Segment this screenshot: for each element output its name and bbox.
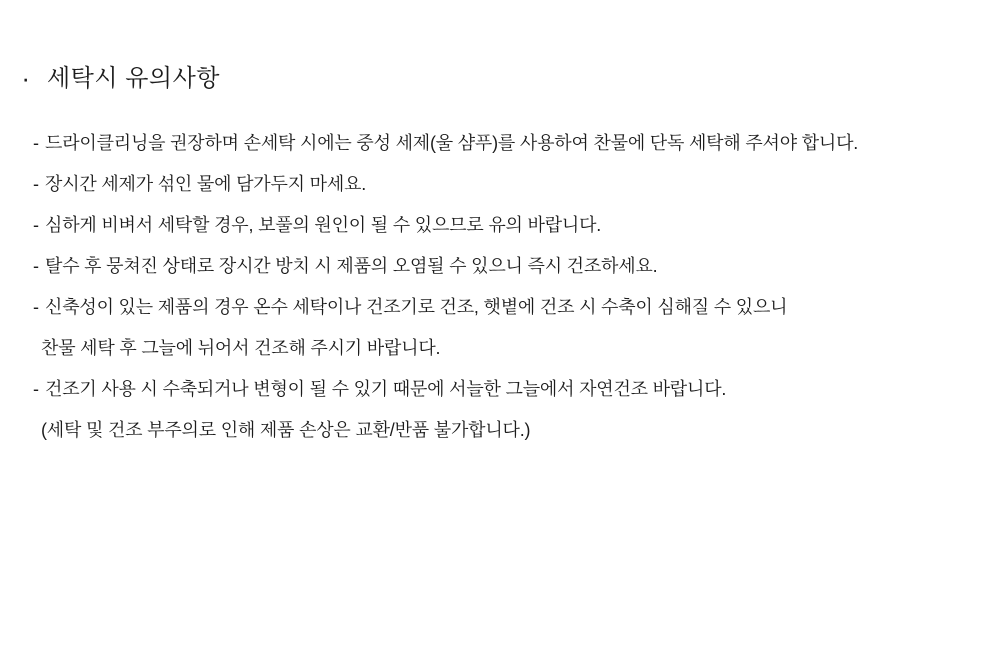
bullet-icon: · xyxy=(21,63,31,93)
dash-marker: - xyxy=(33,379,39,399)
instruction-line xyxy=(0,369,1000,410)
section-title: 세탁시 유의사항 xyxy=(47,65,220,92)
instruction-line xyxy=(0,164,1000,205)
instruction-list xyxy=(0,123,1000,451)
instruction-line xyxy=(0,123,1000,164)
instruction-line xyxy=(0,205,1000,246)
instruction-line xyxy=(0,246,1000,287)
instruction-text: 탈수 후 뭉쳐진 상태로 장시간 방치 시 제품의 오염될 수 있으니 즉시 건조하세요. xyxy=(45,256,658,276)
dash-marker: - xyxy=(33,215,39,235)
instruction-text: 신축성이 있는 제품의 경우 온수 세탁이나 건조기로 건조, 햇볕에 건조 시 수축이 심해질 수 있으니 xyxy=(45,297,788,317)
section-heading xyxy=(0,0,1000,94)
instruction-line xyxy=(0,287,1000,328)
dash-marker: - xyxy=(33,297,39,317)
instruction-line xyxy=(0,410,1000,451)
dash-marker: - xyxy=(33,256,39,276)
instruction-text: 드라이클리닝을 권장하며 손세탁 시에는 중성 세제(울 샴푸)를 사용하여 찬물에 단독 세탁해 주셔야 합니다. xyxy=(45,133,859,153)
instruction-text: 장시간 세제가 섞인 물에 담가두지 마세요. xyxy=(45,174,367,194)
instruction-text: (세탁 및 건조 부주의로 인해 제품 손상은 교환/반품 불가합니다.) xyxy=(41,420,531,440)
instruction-line xyxy=(0,328,1000,369)
dash-marker: - xyxy=(33,174,39,194)
instruction-text: 찬물 세탁 후 그늘에 뉘어서 건조해 주시기 바랍니다. xyxy=(41,338,441,358)
dash-marker: - xyxy=(33,133,39,153)
instruction-text: 건조기 사용 시 수축되거나 변형이 될 수 있기 때문에 서늘한 그늘에서 자연건조 바랍니다. xyxy=(45,379,727,399)
instruction-text: 심하게 비벼서 세탁할 경우, 보풀의 원인이 될 수 있으므로 유의 바랍니다. xyxy=(45,215,602,235)
